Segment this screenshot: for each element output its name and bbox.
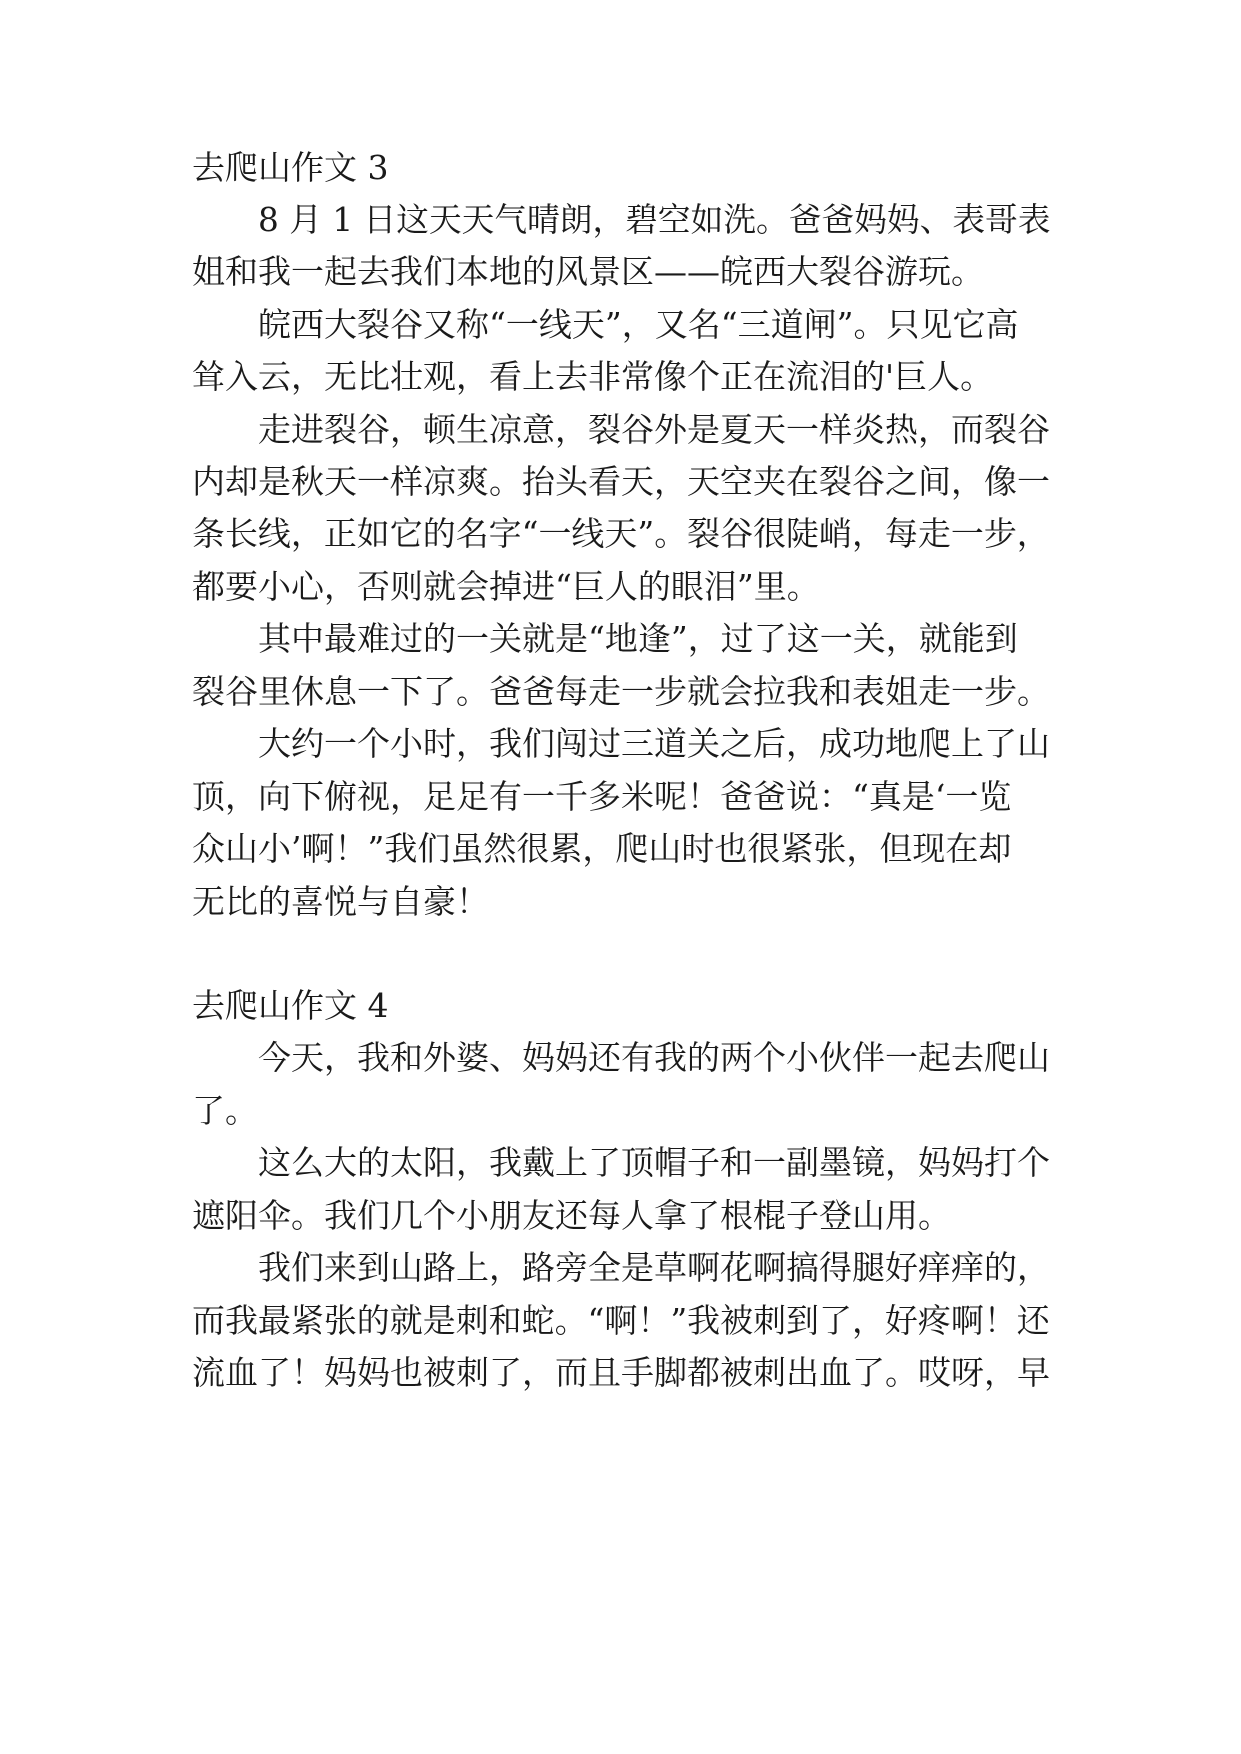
essay4-p2-line1: 这么大的太阳，我戴上了顶帽子和一副墨镜，妈妈打个 <box>258 1143 1050 1182</box>
essay3-p4-line1: 其中最难过的一关就是“地逢”，过了这一关，就能到 <box>258 619 1018 658</box>
essay4-p3-line2: 而我最紧张的就是刺和蛇。“啊！”我被刺到了，好疼啊！还 <box>192 1301 1050 1340</box>
essay3-p3-line4: 都要小心，否则就会掉进“巨人的眼泪”里。 <box>192 567 820 606</box>
essay3-p1-line1: 8 月 1 日这天天气晴朗，碧空如洗。爸爸妈妈、表哥表 <box>258 200 1051 239</box>
essay3-p3-line1: 走进裂谷，顿生凉意，裂谷外是夏天一样炎热，而裂谷 <box>258 410 1050 449</box>
essay3-p3-line3: 条长线，正如它的名字“一线天”。裂谷很陡峭，每走一步， <box>192 514 1050 553</box>
essay4-title: 去爬山作文 4 <box>192 986 389 1025</box>
essay3-p5-line2: 顶，向下俯视，足足有一千多米呢！爸爸说：“真是‘一览 <box>192 777 1012 816</box>
essay3-p1-line2: 姐和我一起去我们本地的风景区——皖西大裂谷游玩。 <box>192 252 984 291</box>
essay4-p3-line3: 流血了！妈妈也被刺了，而且手脚都被刺出血了。哎呀，早 <box>192 1353 1050 1392</box>
essay3-p5-line3: 众山小’啊！”我们虽然很累，爬山时也很紧张，但现在却 <box>192 829 1012 868</box>
essay3-p2-line1: 皖西大裂谷又称“一线天”，又名“三道闸”。只见它高 <box>258 305 1019 344</box>
essay3-p3-line2: 内却是秋天一样凉爽。抬头看天，天空夹在裂谷之间，像一 <box>192 462 1050 501</box>
essay3-p5-line4: 无比的喜悦与自豪！ <box>192 882 489 921</box>
essay3-p2-line2: 耸入云，无比壮观，看上去非常像个正在流泪的'巨人。 <box>192 357 994 396</box>
essay4-p1-line2: 了。 <box>192 1091 258 1130</box>
essay3-title: 去爬山作文 3 <box>192 148 389 187</box>
essay3-p5-line1: 大约一个小时，我们闯过三道关之后，成功地爬上了山 <box>258 724 1050 763</box>
essay3-p4-line2: 裂谷里休息一下了。爸爸每走一步就会拉我和表姐走一步。 <box>192 672 1050 711</box>
essay4-p2-line2: 遮阳伞。我们几个小朋友还每人拿了根棍子登山用。 <box>192 1196 951 1235</box>
essay4-p1-line1: 今天，我和外婆、妈妈还有我的两个小伙伴一起去爬山 <box>258 1038 1050 1077</box>
essay4-p3-line1: 我们来到山路上，路旁全是草啊花啊搞得腿好痒痒的， <box>258 1248 1050 1287</box>
